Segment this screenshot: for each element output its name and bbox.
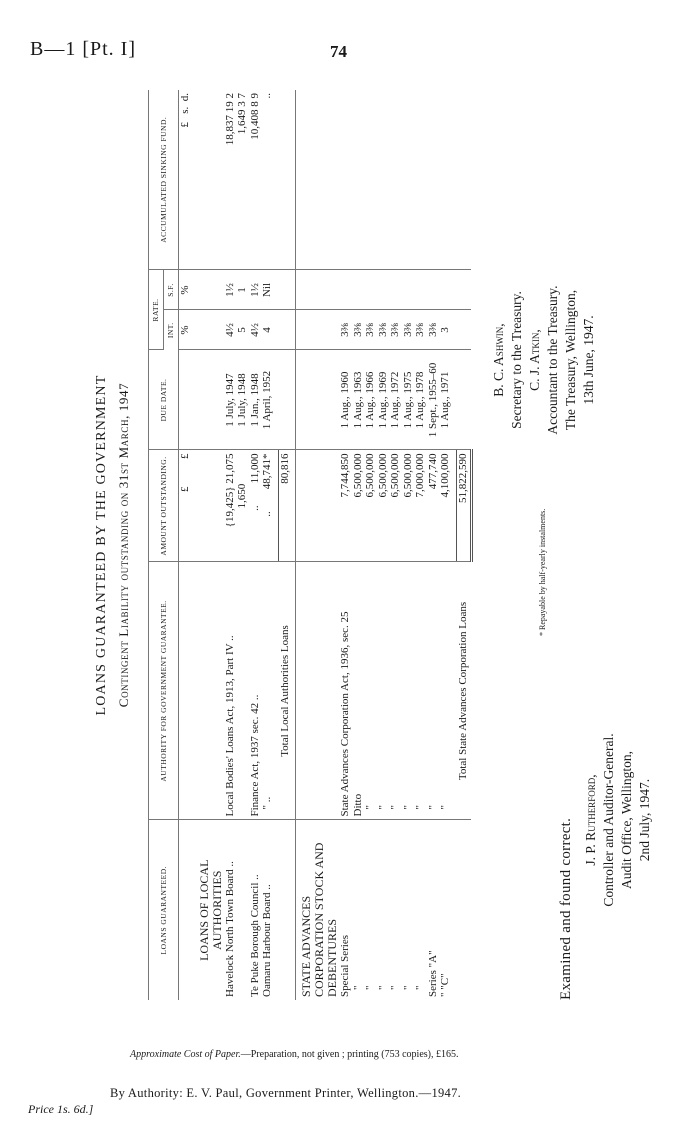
table-row xyxy=(339,90,352,1000)
table-row xyxy=(389,90,402,1000)
units-row xyxy=(179,90,192,1000)
fund-a: 18,837 19 2 xyxy=(223,93,236,146)
leader-dots: .. xyxy=(248,694,261,701)
loan-name-ditto: " xyxy=(414,985,426,990)
amount: 6,500,000 xyxy=(364,450,377,562)
auditor-office: Audit Office, Wellington, xyxy=(619,751,634,889)
due-date: 1 Aug., 1972 xyxy=(389,350,402,450)
amount: 477,740 xyxy=(427,450,440,562)
table-row xyxy=(352,90,365,1000)
section1-total-label: Total Local Authorities Loans xyxy=(279,562,292,820)
table-row xyxy=(414,90,427,1000)
total-row xyxy=(279,90,292,1000)
cost-text: —Preparation, not given ; printing (753 copies), £165. xyxy=(240,1049,459,1060)
table-row xyxy=(439,90,452,1000)
auditor-name: J. P. Rutherford, xyxy=(583,774,598,866)
int-rate: 3⅜ xyxy=(339,310,352,350)
sf-rate: 1½ xyxy=(249,270,262,310)
loan-name-ditto: " xyxy=(364,985,376,990)
section2-heading: STATE ADVANCES CORPORATION STOCK AND DEBENTURES xyxy=(299,842,339,997)
treasury-date: 13th June, 1947. xyxy=(581,315,596,405)
amount: 6,500,000 xyxy=(377,450,390,562)
due-date: 1 Aug., 1963 xyxy=(352,350,365,450)
amount: 11,000 xyxy=(248,453,261,484)
loan-name-ditto: " xyxy=(389,985,401,990)
loan-name: Series "A" xyxy=(426,950,439,997)
table-row xyxy=(402,90,415,1000)
unit-pound-2: £ xyxy=(179,453,191,459)
int-rate: 3⅜ xyxy=(377,310,390,350)
treasury-office: The Treasury, Wellington, xyxy=(563,289,578,431)
col-due-date: DUE DATE. xyxy=(149,350,179,450)
amount-total: 21,075 xyxy=(223,453,236,484)
section-heading-row xyxy=(192,90,224,1000)
loan-name-ditto: " xyxy=(351,985,364,990)
treasury-accountant-name: C. J. Atkin, xyxy=(527,329,542,391)
loans-table xyxy=(148,90,473,1000)
table-row: Havelock North Town Board .. Local Bodies' Loans Act, 1913, Part IV .. {19,425} 21,075 1,650 1 July, 1947 1 July, 1948 4½ 5 1½ 1 18,837 19 2 1,649 3 7 xyxy=(224,90,249,1000)
authority-ditto: " xyxy=(364,562,377,820)
total-row xyxy=(457,90,472,1000)
int-rate: 3⅜ xyxy=(389,310,402,350)
authority: Finance Act, 1937 sec. 42 xyxy=(248,702,261,817)
int-rate: 3 xyxy=(439,310,452,350)
printer-authority: By Authority: E. V. Paul, Government Printer, Wellington.—1947. xyxy=(110,1086,462,1100)
due-date: 1 Sept., 1955–60 xyxy=(427,350,440,450)
authority-ditto: " xyxy=(402,562,415,820)
authority-ditto: " xyxy=(389,562,402,820)
col-sinking-fund: ACCUMULATED SINKING FUND. xyxy=(149,90,179,270)
due-date-b: 1 July, 1948 xyxy=(236,373,248,427)
leader-dots: .. xyxy=(248,505,261,511)
authority-ditto: " xyxy=(414,562,427,820)
table-row xyxy=(364,90,377,1000)
section1-heading: LOANS OF LOCAL AUTHORITIES xyxy=(196,859,224,961)
due-date: 1 Aug., 1966 xyxy=(364,350,377,450)
authority: Ditto xyxy=(352,562,365,820)
unit-d: d. xyxy=(179,93,191,102)
authority-ditto: " xyxy=(439,562,452,820)
section2-total-amount: 51,822,590 xyxy=(457,450,472,562)
amount: 7,000,000 xyxy=(414,450,427,562)
treasury-accountant-title: Accountant to the Treasury. xyxy=(545,285,560,435)
table-row xyxy=(427,90,440,1000)
section-heading-row xyxy=(296,90,340,1000)
due-date: 1 Jan., 1948 xyxy=(249,350,262,450)
col-rate: RATE. xyxy=(149,270,164,350)
loan-name: Havelock North Town Board xyxy=(223,869,236,997)
unit-pct-int: % xyxy=(179,310,192,350)
fund: 10,408 8 9 xyxy=(249,90,262,270)
treasury-secretary-title: Secretary to the Treasury. xyxy=(509,291,524,429)
section2-total-label: Total State Advances Corporation Loans xyxy=(457,562,472,820)
authority-ditto: " xyxy=(261,805,273,810)
table-row xyxy=(377,90,390,1000)
amount-part-b: 1,650 xyxy=(236,483,248,509)
amount: 48,741* xyxy=(261,453,273,490)
loan-name: " "C" xyxy=(439,973,451,997)
loan-name: Oamaru Harbour Board xyxy=(261,892,273,997)
table-subtitle: Contingent Liability outstanding on 31st March, 1947 xyxy=(116,382,131,708)
amount-part-a: 19,425 xyxy=(223,491,236,523)
amount: 6,500,000 xyxy=(402,450,415,562)
authority: State Advances Corporation Act, 1936, sec. 25 xyxy=(339,562,352,820)
int-rate: 3⅜ xyxy=(402,310,415,350)
unit-pct-sf: % xyxy=(179,270,192,310)
leader-dots: .. xyxy=(223,861,236,867)
loan-name: Te Puke Borough Council xyxy=(248,882,261,997)
fund-b: 1,649 3 7 xyxy=(236,93,248,135)
col-loans-guaranteed: LOANS GUARANTEED. xyxy=(149,820,179,1000)
authority: Local Bodies' Loans Act, 1913, Part IV xyxy=(223,643,236,817)
price: Price 1s. 6d.] xyxy=(28,1102,94,1116)
leader-dots: .. xyxy=(248,874,261,880)
amount: 7,744,850 xyxy=(339,450,352,562)
cost-label: Approximate Cost of Paper. xyxy=(130,1049,241,1060)
amount: 6,500,000 xyxy=(389,450,402,562)
amount: 6,500,000 xyxy=(352,450,365,562)
int-rate-a: 4½ xyxy=(223,323,236,337)
section1-total-amount: 80,816 xyxy=(279,450,292,562)
col-authority: AUTHORITY FOR GOVERNMENT GUARANTEE. xyxy=(149,562,179,820)
authority-ditto: " xyxy=(377,562,390,820)
table-row xyxy=(249,90,262,1000)
table-row xyxy=(261,90,274,1000)
due-date: 1 Aug., 1978 xyxy=(414,350,427,450)
loan-name-ditto: " xyxy=(401,985,414,990)
int-rate: 4½ xyxy=(249,310,262,350)
treasury-secretary-name: B. C. Ashwin, xyxy=(491,323,506,397)
examined-statement: Examined and found correct. xyxy=(558,817,574,1000)
due-date: 1 Aug., 1971 xyxy=(439,350,452,450)
auditor-signature-block xyxy=(582,640,654,1000)
unit-s: s. xyxy=(179,106,191,114)
int-rate: 3⅜ xyxy=(427,310,440,350)
loan-name-ditto: " xyxy=(376,985,389,990)
sf-rate: Nil xyxy=(261,270,274,310)
fund: .. xyxy=(261,90,274,270)
loan-name: Special Series xyxy=(339,934,351,997)
int-rate: 4 xyxy=(261,310,274,350)
due-date-a: 1 July, 1947 xyxy=(223,373,236,427)
due-date: 1 Aug., 1969 xyxy=(377,350,390,450)
leader-dots: .. xyxy=(261,796,273,803)
treasury-signature-block xyxy=(490,140,598,580)
int-rate: 3⅜ xyxy=(414,310,427,350)
int-rate: 3⅜ xyxy=(364,310,377,350)
auditor-date: 2nd July, 1947. xyxy=(637,778,652,862)
table-title: LOANS GUARANTEED BY THE GOVERNMENT xyxy=(94,374,109,716)
amount: 4,100,000 xyxy=(439,450,452,562)
unit-pound: £ xyxy=(179,486,191,492)
auditor-title: Controller and Auditor-General. xyxy=(601,733,616,907)
due-date: 1 Aug., 1975 xyxy=(402,350,415,450)
page-number: 74 xyxy=(330,42,347,61)
cost-of-paper xyxy=(130,1049,458,1060)
col-amount-outstanding: AMOUNT OUTSTANDING. xyxy=(149,450,179,562)
col-rate-sf: S.F. xyxy=(164,270,179,310)
sf-rate-b: 1 xyxy=(236,287,248,293)
int-rate: 3⅜ xyxy=(352,310,365,350)
leader-dots: .. xyxy=(261,511,273,517)
authority-ditto: " xyxy=(427,562,440,820)
document-reference: B—1 [Pt. I] xyxy=(30,38,136,60)
leader-dots: .. xyxy=(261,884,273,890)
leader-dots: .. xyxy=(223,635,236,641)
footnote: * Repayable by half-yearly instalments. xyxy=(538,508,547,636)
sf-rate-a: 1½ xyxy=(223,283,236,297)
col-rate-int: INT. xyxy=(164,310,179,350)
rotated-table-page xyxy=(90,90,652,1000)
due-date: 1 Aug., 1960 xyxy=(339,350,352,450)
due-date: 1 April, 1952 xyxy=(261,350,274,450)
unit-fund-pound: £ xyxy=(179,122,191,128)
int-rate-b: 5 xyxy=(236,327,248,333)
